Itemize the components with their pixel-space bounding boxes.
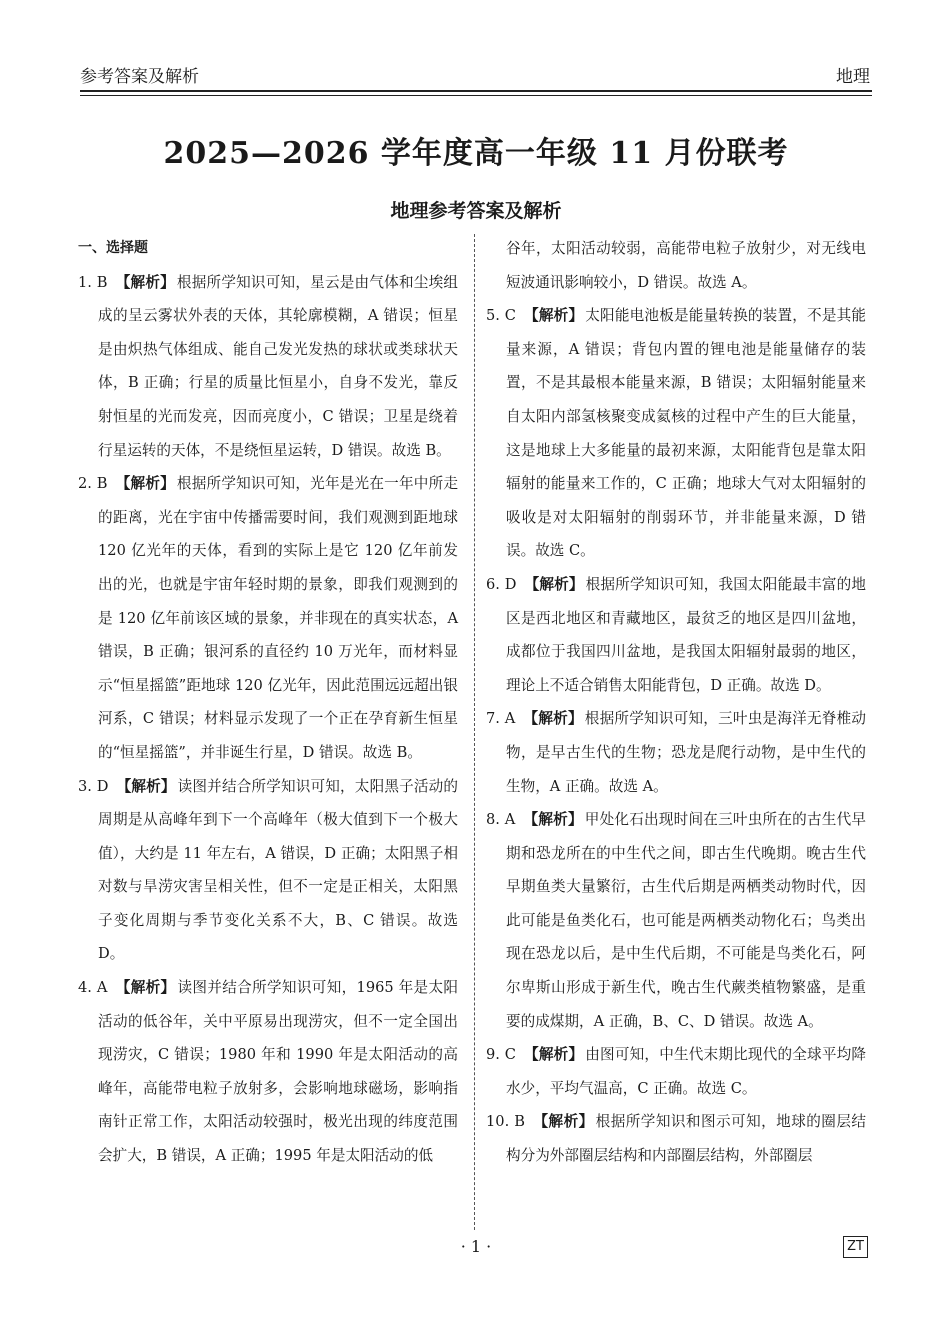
section-title: 一、选择题: [78, 240, 148, 256]
analysis-text: 读图并结合所学知识可知，1965 年是太阳活动的低谷年，关中平原易出现涝灾，但不一定全国出现涝灾，C 错误；1980 年和 1990 年是太阳活动的高峰年，高能带电粒子放射多，会影响地球磁场，影响指南针正常工作，太阳活动较强时，极光出现的纬度范围会扩大，B 错误，A 正确；1995 年是太阳活动的低: [98, 979, 458, 1165]
answer-number: 3. D: [78, 777, 109, 795]
answer-number: 2. B: [78, 475, 108, 493]
analysis-text: 根据所学知识可知，星云是由气体和尘埃组成的呈云雾状外表的天体，其轮廓模糊，A 错误；恒星是由炽热气体组成、能自己发光发热的球状或类球状天体，B 正确；行星的质量比恒星小，自身不发光，靠反射恒星的光而发亮，因而亮度小，C 错误；卫星是绕着行星运转的天体，不是绕恒星运转，D 错误。故选 B。: [98, 273, 458, 459]
answer-item: [78, 467, 458, 769]
right-answer-list: [486, 299, 866, 1172]
column-divider: [474, 234, 475, 1230]
answer-continuation: 谷年，太阳活动较弱，高能带电粒子放射少，对无线电短波通讯影响较小，D 错误。故选 A。: [506, 240, 866, 291]
answer-item: [78, 770, 458, 972]
analysis-text: 根据所学知识可知，三叶虫是海洋无脊椎动物，是早古生代的生物；恐龙是爬行动物，是中生代的生物，A 正确。故选 A。: [506, 710, 866, 795]
analysis-tag: 【解析】: [115, 273, 175, 291]
answer-item: [78, 971, 458, 1173]
answer-item: [486, 1105, 866, 1172]
header-left-label: 参考答案及解析: [80, 67, 199, 87]
analysis-tag: 【解析】: [116, 777, 176, 795]
left-answer-list: [78, 266, 458, 1173]
answer-item: [486, 299, 866, 568]
answer-number: 10. B: [486, 1113, 526, 1131]
analysis-text: 太阳能电池板是能量转换的装置，不是其能量来源，A 错误；背包内置的锂电池是能量储存的装置，不是其最根本能量来源，B 错误；太阳辐射能量来自太阳内部氢核聚变成氦核的过程中产生的巨大能量，这是地球上大多能量的最初来源，太阳能背包是靠太阳辐射的能量来工作的，C 正确；地球大气对太阳辐射的吸收是对太阳辐射的削弱环节，并非能量来源，D 错误。故选 C。: [506, 307, 866, 560]
answer-number: 5. C: [486, 307, 516, 325]
analysis-tag: 【解析】: [533, 1113, 594, 1131]
answer-item: [486, 803, 866, 1038]
analysis-text: 根据所学知识和图示可知，地球的圈层结构分为外部圈层结构和内部圈层结构，外部圈层: [506, 1113, 866, 1165]
answer-number: 6. D: [486, 575, 517, 593]
answer-item: [486, 702, 866, 803]
analysis-tag: 【解析】: [523, 1046, 584, 1064]
answer-number: 1. B: [78, 273, 108, 291]
analysis-text: 读图并结合所学知识可知，太阳黑子活动的周期是从高峰年到下一个高峰年（极大值到下一个极大值），大约是 11 年左右，A 错误，D 正确；太阳黑子相对数与旱涝灾害呈相关性，但不一定是正相关，太阳黑子变化周期与季节变化关系不大，B、C 错误。故选 D。: [98, 777, 458, 963]
answer-item: [486, 1038, 866, 1105]
analysis-tag: 【解析】: [115, 475, 175, 493]
header-rule-thick: [80, 90, 872, 92]
left-column: [78, 232, 458, 1173]
analysis-text: 根据所学知识可知，我国太阳能最丰富的地区是西北地区和青藏地区，最贫乏的地区是四川盆地，成都位于我国四川盆地，是我国太阳辐射最弱的地区，理论上不适合销售太阳能背包，D 正确。故选 D。: [506, 575, 866, 694]
answer-item: [486, 568, 866, 702]
analysis-tag: 【解析】: [115, 979, 176, 997]
header-subject-label: 地理: [836, 67, 870, 87]
document-subtitle: 地理参考答案及解析: [390, 200, 562, 222]
analysis-text: 由图可知，中生代末期比现代的全球平均降水少，平均气温高，C 正确。故选 C。: [506, 1046, 866, 1097]
analysis-tag: 【解析】: [524, 575, 584, 593]
answer-number: 8. A: [486, 811, 516, 829]
analysis-tag: 【解析】: [523, 307, 584, 325]
analysis-text: 甲处化石出现时间在三叶虫所在的古生代早期和恐龙所在的中生代之间，即古生代晚期。晚古生代早期鱼类大量繁衍，古生代后期是两栖类动物时代，因此可能是鱼类化石，也可能是两栖类动物化石；鸟类出现在恐龙以后，是中生代后期，不可能是鸟类化石，阿尔卑斯山形成于新生代，晚古生代蕨类植物繁盛，是重要的成煤期，A 正确，B、C、D 错误。故选 A。: [506, 811, 866, 1030]
answer-number: 7. A: [486, 710, 516, 728]
answer-item: [78, 266, 458, 468]
header-rule-thin: [80, 95, 872, 96]
answer-number: 9. C: [486, 1046, 516, 1064]
answer-number: 4. A: [78, 979, 108, 997]
footer-code-badge: ZT: [843, 1236, 868, 1258]
analysis-tag: 【解析】: [523, 710, 583, 728]
analysis-tag: 【解析】: [523, 811, 583, 829]
document-title: 2025—2026 学年度高一年级 11 月份联考: [163, 136, 789, 171]
right-column: [486, 232, 866, 1173]
page-header: [80, 60, 872, 88]
page-number: · 1 ·: [460, 1237, 492, 1256]
analysis-text: 根据所学知识可知，光年是光在一年中所走的距离，光在宇宙中传播需要时间，我们观测到距地球 120 亿光年的天体，看到的实际上是它 120 亿年前发出的光，也就是宇宙年轻时期的景象，即我们观测到的是 120 亿年前该区域的景象，并非现在的真实状态，A 错误，B 正确；银河系的直径约 10 万光年，而材料显示“恒星摇篮”距地球 120 亿光年，因此范围远远超出银河系，C 错误；材料显示发现了一个正在孕育新生恒星的“恒星摇篮”，并非诞生行星，D 错误。故选 B。: [98, 475, 458, 761]
